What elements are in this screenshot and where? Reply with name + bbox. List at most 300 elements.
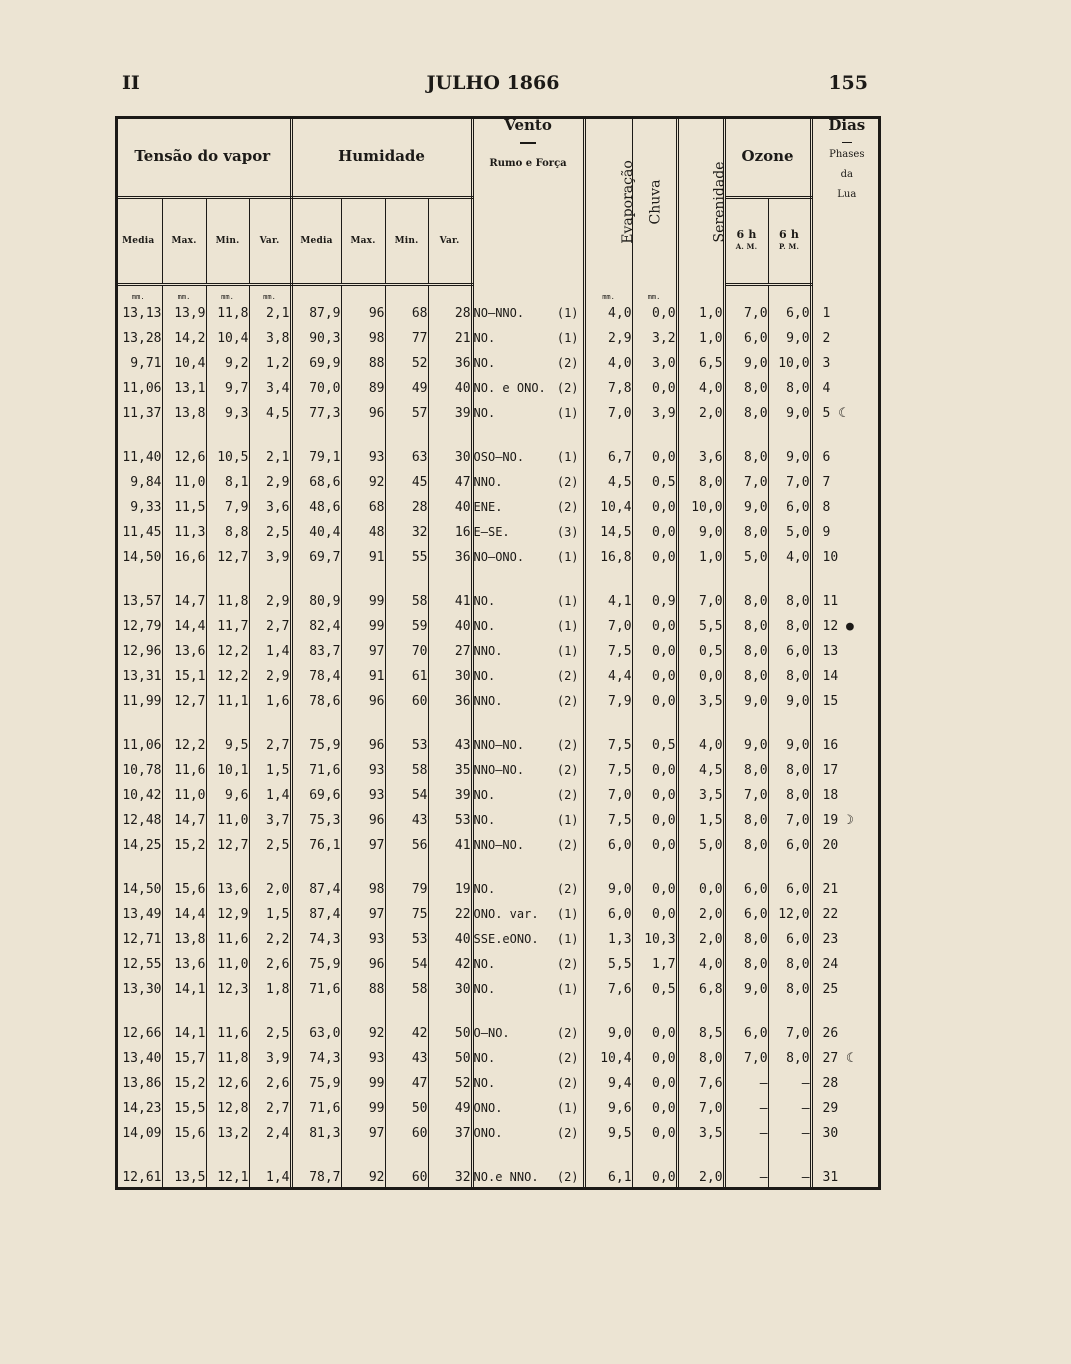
- cell-tensao-media: 9,33: [115, 495, 162, 520]
- vento-forca: (2): [556, 1051, 579, 1066]
- cell-tensao-var: 1,6: [249, 689, 291, 714]
- cell-humidade-max: 88: [341, 351, 385, 376]
- vento-rumo: NO.: [473, 1076, 496, 1091]
- cell-chuva: 10,3: [632, 927, 677, 952]
- cell-tensao-min: 12,7: [206, 833, 249, 858]
- cell-dia: 2: [822, 330, 831, 346]
- cell-tensao-max: 13,6: [162, 952, 206, 977]
- vento-forca: (2): [556, 838, 579, 853]
- cell-humidade-media: 78,6: [291, 689, 341, 714]
- col-ozone-pm-label: 6 h: [778, 228, 800, 241]
- cell-chuva: 0,0: [632, 445, 677, 470]
- cell-tensao-min: 10,4: [206, 326, 249, 351]
- unit-evap: mm.: [584, 285, 632, 301]
- cell-dia: 9: [822, 524, 831, 540]
- cell-humidade-var: 40: [428, 376, 472, 401]
- unit-tensao-media: mm.: [115, 285, 162, 301]
- vento-forca: (2): [556, 788, 579, 803]
- cell-humidade-var: 41: [428, 833, 472, 858]
- cell-chuva: 3,0: [632, 351, 677, 376]
- cell-humidade-var: 21: [428, 326, 472, 351]
- cell-tensao-media: 10,78: [115, 758, 162, 783]
- cell-dia: 1: [822, 305, 831, 321]
- cell-humidade-media: 71,6: [291, 758, 341, 783]
- cell-tensao-min: 8,8: [206, 520, 249, 545]
- cell-humidade-min: 54: [385, 952, 428, 977]
- cell-serenidade: 6,5: [677, 351, 724, 376]
- cell-evaporacao: 10,4: [584, 495, 632, 520]
- vento-forca: (2): [556, 882, 579, 897]
- cell-serenidade: 0,5: [677, 639, 724, 664]
- vento-rumo: NO.: [473, 982, 496, 997]
- cell-humidade-var: 40: [428, 614, 472, 639]
- page-title: JULHO 1866: [426, 72, 560, 94]
- cell-tensao-min: 11,6: [206, 1021, 249, 1046]
- cell-ozone-pm: 6,0: [768, 301, 811, 326]
- header-dias-da: da: [840, 169, 853, 180]
- cell-humidade-var: 49: [428, 1096, 472, 1121]
- cell-chuva: 0,0: [632, 376, 677, 401]
- cell-humidade-min: 61: [385, 664, 428, 689]
- cell-tensao-max: 15,6: [162, 1121, 206, 1146]
- header-evaporacao-label: Evaporação: [619, 159, 636, 244]
- header-dias-phases: Phases: [829, 149, 865, 160]
- cell-ozone-am: —: [724, 1165, 768, 1190]
- cell-evaporacao: 7,5: [584, 733, 632, 758]
- cell-humidade-var: 40: [428, 927, 472, 952]
- vento-forca: (2): [556, 669, 579, 684]
- cell-ozone-pm: 9,0: [768, 733, 811, 758]
- cell-tensao-max: 12,7: [162, 689, 206, 714]
- cell-serenidade: 5,0: [677, 833, 724, 858]
- vento-rumo: O–NO.: [473, 1026, 510, 1041]
- cell-chuva: 0,0: [632, 639, 677, 664]
- cell-ozone-pm: 8,0: [768, 758, 811, 783]
- vento-rumo: NO.: [473, 406, 496, 421]
- vento-rumo: ONO.: [473, 1126, 503, 1141]
- cell-humidade-var: 30: [428, 445, 472, 470]
- cell-ozone-pm: 8,0: [768, 664, 811, 689]
- cell-dia: 27 ☾: [822, 1050, 854, 1066]
- cell-tensao-var: 2,7: [249, 733, 291, 758]
- cell-ozone-pm: 8,0: [768, 977, 811, 1002]
- cell-dia: 30: [822, 1125, 839, 1141]
- cell-humidade-var: 27: [428, 639, 472, 664]
- vento-rumo: NNO–NO.: [473, 838, 525, 853]
- cell-humidade-min: 28: [385, 495, 428, 520]
- cell-evaporacao: 9,5: [584, 1121, 632, 1146]
- cell-tensao-var: 3,9: [249, 545, 291, 570]
- cell-tensao-media: 13,30: [115, 977, 162, 1002]
- cell-humidade-max: 96: [341, 301, 385, 326]
- cell-ozone-pm: —: [768, 1071, 811, 1096]
- cell-evaporacao: 4,1: [584, 589, 632, 614]
- cell-ozone-am: 8,0: [724, 833, 768, 858]
- header-tensao: Tensão do vapor: [115, 116, 291, 198]
- cell-evaporacao: 9,4: [584, 1071, 632, 1096]
- cell-serenidade: 9,0: [677, 520, 724, 545]
- cell-humidade-min: 32: [385, 520, 428, 545]
- col-humidade-var: Var.: [428, 198, 472, 285]
- cell-tensao-max: 14,2: [162, 326, 206, 351]
- cell-ozone-pm: 7,0: [768, 1021, 811, 1046]
- cell-humidade-max: 91: [341, 664, 385, 689]
- cell-evaporacao: 4,0: [584, 301, 632, 326]
- cell-dia: 8: [822, 499, 831, 515]
- cell-ozone-am: 8,0: [724, 401, 768, 426]
- cell-humidade-media: 48,6: [291, 495, 341, 520]
- header-dias-title: Dias: [828, 116, 866, 134]
- vento-rumo: NO.: [473, 669, 496, 684]
- section-number: II: [122, 72, 140, 94]
- cell-chuva: 0,0: [632, 1021, 677, 1046]
- cell-ozone-am: —: [724, 1121, 768, 1146]
- vento-forca: (2): [556, 1026, 579, 1041]
- cell-chuva: 0,5: [632, 733, 677, 758]
- cell-tensao-max: 11,3: [162, 520, 206, 545]
- vento-rumo: NO.: [473, 356, 496, 371]
- cell-tensao-max: 13,9: [162, 301, 206, 326]
- col-tensao-min: Min.: [206, 198, 249, 285]
- vento-rumo: NO.e NNO.: [473, 1170, 539, 1185]
- cell-humidade-min: 57: [385, 401, 428, 426]
- cell-tensao-min: 7,9: [206, 495, 249, 520]
- cell-evaporacao: 1,3: [584, 927, 632, 952]
- cell-humidade-media: 82,4: [291, 614, 341, 639]
- cell-tensao-min: 11,7: [206, 614, 249, 639]
- cell-humidade-media: 70,0: [291, 376, 341, 401]
- cell-evaporacao: 7,8: [584, 376, 632, 401]
- vento-rumo: NO.: [473, 1051, 496, 1066]
- cell-serenidade: 7,0: [677, 589, 724, 614]
- cell-evaporacao: 7,9: [584, 689, 632, 714]
- col-humidade-min: Min.: [385, 198, 428, 285]
- cell-tensao-min: 12,2: [206, 664, 249, 689]
- cell-tensao-max: 14,7: [162, 808, 206, 833]
- cell-humidade-media: 77,3: [291, 401, 341, 426]
- col-ozone-am-sub: A. M.: [735, 242, 758, 251]
- cell-ozone-am: 8,0: [724, 589, 768, 614]
- cell-tensao-min: 11,8: [206, 589, 249, 614]
- cell-humidade-var: 30: [428, 664, 472, 689]
- cell-tensao-var: 2,6: [249, 1071, 291, 1096]
- cell-evaporacao: 10,4: [584, 1046, 632, 1071]
- cell-evaporacao: 9,0: [584, 1021, 632, 1046]
- vento-forca: (2): [556, 500, 579, 515]
- cell-humidade-media: 68,6: [291, 470, 341, 495]
- cell-humidade-media: 75,9: [291, 733, 341, 758]
- unit-chuva: mm.: [632, 285, 677, 301]
- cell-dia: 26: [822, 1025, 839, 1041]
- cell-evaporacao: 6,1: [584, 1165, 632, 1190]
- vento-forca: (1): [556, 306, 579, 321]
- header-chuva-label: Chuva: [647, 179, 664, 225]
- cell-tensao-media: 12,71: [115, 927, 162, 952]
- vento-rumo: OSO–NO.: [473, 450, 525, 465]
- cell-tensao-var: 2,7: [249, 1096, 291, 1121]
- col-ozone-pm-sub: P. M.: [778, 242, 800, 251]
- cell-tensao-max: 11,5: [162, 495, 206, 520]
- vento-forca: (2): [556, 1076, 579, 1091]
- cell-ozone-pm: 8,0: [768, 614, 811, 639]
- cell-dia: 25: [822, 981, 839, 997]
- cell-humidade-var: 43: [428, 733, 472, 758]
- cell-tensao-media: 13,13: [115, 301, 162, 326]
- cell-humidade-min: 75: [385, 902, 428, 927]
- cell-dia: 31: [822, 1169, 839, 1185]
- col-tensao-max: Max.: [162, 198, 206, 285]
- vento-forca: (1): [556, 450, 579, 465]
- cell-humidade-var: 32: [428, 1165, 472, 1190]
- cell-humidade-max: 96: [341, 689, 385, 714]
- cell-humidade-min: 55: [385, 545, 428, 570]
- cell-ozone-pm: —: [768, 1096, 811, 1121]
- cell-chuva: 0,0: [632, 1096, 677, 1121]
- vento-forca: (1): [556, 907, 579, 922]
- cell-dia: 15: [822, 693, 839, 709]
- cell-tensao-media: 9,84: [115, 470, 162, 495]
- cell-chuva: 0,0: [632, 902, 677, 927]
- unit-tensao-var: mm.: [249, 285, 291, 301]
- cell-tensao-max: 14,1: [162, 1021, 206, 1046]
- cell-serenidade: 10,0: [677, 495, 724, 520]
- cell-tensao-media: 13,86: [115, 1071, 162, 1096]
- cell-ozone-pm: 9,0: [768, 445, 811, 470]
- unit-tensao-max: mm.: [162, 285, 206, 301]
- cell-tensao-min: 11,8: [206, 301, 249, 326]
- cell-humidade-min: 47: [385, 1071, 428, 1096]
- cell-tensao-var: 1,8: [249, 977, 291, 1002]
- cell-humidade-var: 47: [428, 470, 472, 495]
- cell-humidade-max: 93: [341, 758, 385, 783]
- cell-evaporacao: 7,5: [584, 758, 632, 783]
- cell-serenidade: 3,5: [677, 689, 724, 714]
- cell-tensao-var: 3,8: [249, 326, 291, 351]
- cell-dia: 21: [822, 881, 839, 897]
- cell-tensao-max: 15,6: [162, 877, 206, 902]
- cell-ozone-am: 6,0: [724, 877, 768, 902]
- cell-serenidade: 8,0: [677, 1046, 724, 1071]
- cell-evaporacao: 7,5: [584, 639, 632, 664]
- cell-tensao-media: 13,40: [115, 1046, 162, 1071]
- vento-rumo: NNO.: [473, 644, 503, 659]
- cell-tensao-var: 3,4: [249, 376, 291, 401]
- cell-tensao-min: 12,6: [206, 1071, 249, 1096]
- cell-tensao-max: 13,5: [162, 1165, 206, 1190]
- header-dias-lua: Lua: [837, 189, 857, 200]
- cell-chuva: 0,0: [632, 808, 677, 833]
- cell-chuva: 0,0: [632, 689, 677, 714]
- cell-ozone-pm: 8,0: [768, 376, 811, 401]
- cell-ozone-am: 8,0: [724, 808, 768, 833]
- cell-humidade-min: 45: [385, 470, 428, 495]
- vento-rumo: ENE.: [473, 500, 503, 515]
- cell-tensao-min: 12,3: [206, 977, 249, 1002]
- vento-rumo: NO.: [473, 788, 496, 803]
- cell-ozone-am: 6,0: [724, 902, 768, 927]
- cell-humidade-max: 98: [341, 877, 385, 902]
- cell-dia: 11: [822, 593, 839, 609]
- cell-dia: 24: [822, 956, 839, 972]
- vento-forca: (1): [556, 406, 579, 421]
- cell-ozone-am: 9,0: [724, 977, 768, 1002]
- vento-forca: (1): [556, 594, 579, 609]
- unit-tensao-min: mm.: [206, 285, 249, 301]
- cell-tensao-max: 14,4: [162, 902, 206, 927]
- cell-tensao-var: 2,2: [249, 927, 291, 952]
- cell-humidade-max: 97: [341, 1121, 385, 1146]
- cell-humidade-min: 49: [385, 376, 428, 401]
- vento-forca: (2): [556, 356, 579, 371]
- cell-humidade-var: 35: [428, 758, 472, 783]
- cell-ozone-pm: 9,0: [768, 689, 811, 714]
- cell-humidade-min: 42: [385, 1021, 428, 1046]
- vento-forca: (2): [556, 1170, 579, 1185]
- cell-tensao-media: 12,79: [115, 614, 162, 639]
- cell-chuva: 3,2: [632, 326, 677, 351]
- cell-humidade-var: 16: [428, 520, 472, 545]
- vento-forca: (1): [556, 982, 579, 997]
- cell-tensao-min: 12,2: [206, 639, 249, 664]
- vento-rumo: ONO. var.: [473, 907, 539, 922]
- cell-evaporacao: 4,4: [584, 664, 632, 689]
- cell-ozone-pm: 10,0: [768, 351, 811, 376]
- cell-humidade-media: 87,4: [291, 877, 341, 902]
- cell-humidade-var: 41: [428, 589, 472, 614]
- cell-tensao-max: 11,6: [162, 758, 206, 783]
- cell-tensao-min: 11,8: [206, 1046, 249, 1071]
- cell-tensao-var: 2,4: [249, 1121, 291, 1146]
- cell-humidade-var: 36: [428, 545, 472, 570]
- cell-humidade-max: 96: [341, 952, 385, 977]
- header-vento-sub: Rumo e Força: [489, 158, 567, 169]
- cell-humidade-max: 88: [341, 977, 385, 1002]
- cell-humidade-min: 79: [385, 877, 428, 902]
- cell-humidade-max: 48: [341, 520, 385, 545]
- cell-humidade-max: 99: [341, 614, 385, 639]
- vento-rumo: NO.: [473, 331, 496, 346]
- cell-humidade-media: 69,7: [291, 545, 341, 570]
- vento-forca: (2): [556, 381, 579, 396]
- cell-humidade-var: 53: [428, 808, 472, 833]
- cell-tensao-min: 9,3: [206, 401, 249, 426]
- vento-rumo: NO.: [473, 882, 496, 897]
- cell-tensao-var: 1,4: [249, 783, 291, 808]
- cell-dia: 17: [822, 762, 839, 778]
- cell-humidade-var: 39: [428, 401, 472, 426]
- cell-humidade-max: 91: [341, 545, 385, 570]
- cell-serenidade: 3,6: [677, 445, 724, 470]
- cell-humidade-var: 50: [428, 1046, 472, 1071]
- cell-chuva: 0,0: [632, 1071, 677, 1096]
- cell-tensao-min: 10,5: [206, 445, 249, 470]
- cell-humidade-max: 96: [341, 808, 385, 833]
- cell-humidade-media: 83,7: [291, 639, 341, 664]
- cell-tensao-max: 11,0: [162, 783, 206, 808]
- vento-rumo: NO–NNO.: [473, 306, 525, 321]
- cell-dia: 3: [822, 355, 831, 371]
- cell-humidade-var: 39: [428, 783, 472, 808]
- cell-humidade-media: 40,4: [291, 520, 341, 545]
- cell-ozone-am: 9,0: [724, 351, 768, 376]
- col-ozone-am-label: 6 h: [736, 228, 757, 241]
- cell-tensao-media: 13,57: [115, 589, 162, 614]
- cell-humidade-media: 75,3: [291, 808, 341, 833]
- cell-evaporacao: 9,6: [584, 1096, 632, 1121]
- cell-tensao-var: 2,5: [249, 520, 291, 545]
- cell-humidade-var: 22: [428, 902, 472, 927]
- cell-humidade-var: 37: [428, 1121, 472, 1146]
- cell-serenidade: 4,0: [677, 376, 724, 401]
- cell-humidade-var: 36: [428, 689, 472, 714]
- cell-ozone-pm: —: [768, 1165, 811, 1190]
- cell-tensao-min: 8,1: [206, 470, 249, 495]
- cell-chuva: 0,0: [632, 664, 677, 689]
- cell-humidade-min: 53: [385, 733, 428, 758]
- cell-ozone-am: —: [724, 1071, 768, 1096]
- cell-serenidade: 4,5: [677, 758, 724, 783]
- vento-forca: (1): [556, 619, 579, 634]
- cell-dia: 28: [822, 1075, 839, 1091]
- vento-rumo: NO–ONO.: [473, 550, 525, 565]
- cell-tensao-min: 12,7: [206, 545, 249, 570]
- vento-forca: (2): [556, 475, 579, 490]
- cell-dia: 6: [822, 449, 831, 465]
- cell-tensao-media: 12,96: [115, 639, 162, 664]
- cell-serenidade: 5,5: [677, 614, 724, 639]
- cell-tensao-min: 9,5: [206, 733, 249, 758]
- cell-humidade-media: 69,6: [291, 783, 341, 808]
- cell-tensao-media: 12,61: [115, 1165, 162, 1190]
- cell-ozone-pm: 9,0: [768, 401, 811, 426]
- header-ozone: Ozone: [724, 116, 811, 198]
- cell-humidade-max: 68: [341, 495, 385, 520]
- cell-chuva: 0,5: [632, 470, 677, 495]
- cell-ozone-pm: 8,0: [768, 783, 811, 808]
- cell-tensao-media: 12,48: [115, 808, 162, 833]
- cell-ozone-am: 7,0: [724, 1046, 768, 1071]
- cell-humidade-min: 53: [385, 927, 428, 952]
- cell-humidade-min: 52: [385, 351, 428, 376]
- cell-humidade-min: 50: [385, 1096, 428, 1121]
- cell-tensao-media: 14,09: [115, 1121, 162, 1146]
- cell-tensao-var: 2,7: [249, 614, 291, 639]
- cell-ozone-am: 8,0: [724, 927, 768, 952]
- cell-evaporacao: 7,5: [584, 808, 632, 833]
- cell-tensao-media: 13,31: [115, 664, 162, 689]
- cell-chuva: 0,0: [632, 1121, 677, 1146]
- cell-tensao-media: 11,37: [115, 401, 162, 426]
- cell-ozone-am: 6,0: [724, 1021, 768, 1046]
- cell-humidade-media: 63,0: [291, 1021, 341, 1046]
- cell-tensao-media: 14,25: [115, 833, 162, 858]
- header-serenidade-label: Serenidade: [710, 161, 727, 243]
- cell-ozone-am: 5,0: [724, 545, 768, 570]
- vento-forca: (1): [556, 331, 579, 346]
- cell-humidade-max: 97: [341, 833, 385, 858]
- vento-rumo: NO.: [473, 957, 496, 972]
- vento-forca: (1): [556, 644, 579, 659]
- cell-evaporacao: 7,0: [584, 401, 632, 426]
- vento-forca: (2): [556, 694, 579, 709]
- cell-tensao-media: 12,66: [115, 1021, 162, 1046]
- page-number: 155: [828, 72, 868, 94]
- cell-tensao-max: 11,0: [162, 470, 206, 495]
- cell-dia: 18: [822, 787, 839, 803]
- cell-tensao-min: 12,8: [206, 1096, 249, 1121]
- cell-humidade-media: 71,6: [291, 977, 341, 1002]
- cell-humidade-media: 74,3: [291, 927, 341, 952]
